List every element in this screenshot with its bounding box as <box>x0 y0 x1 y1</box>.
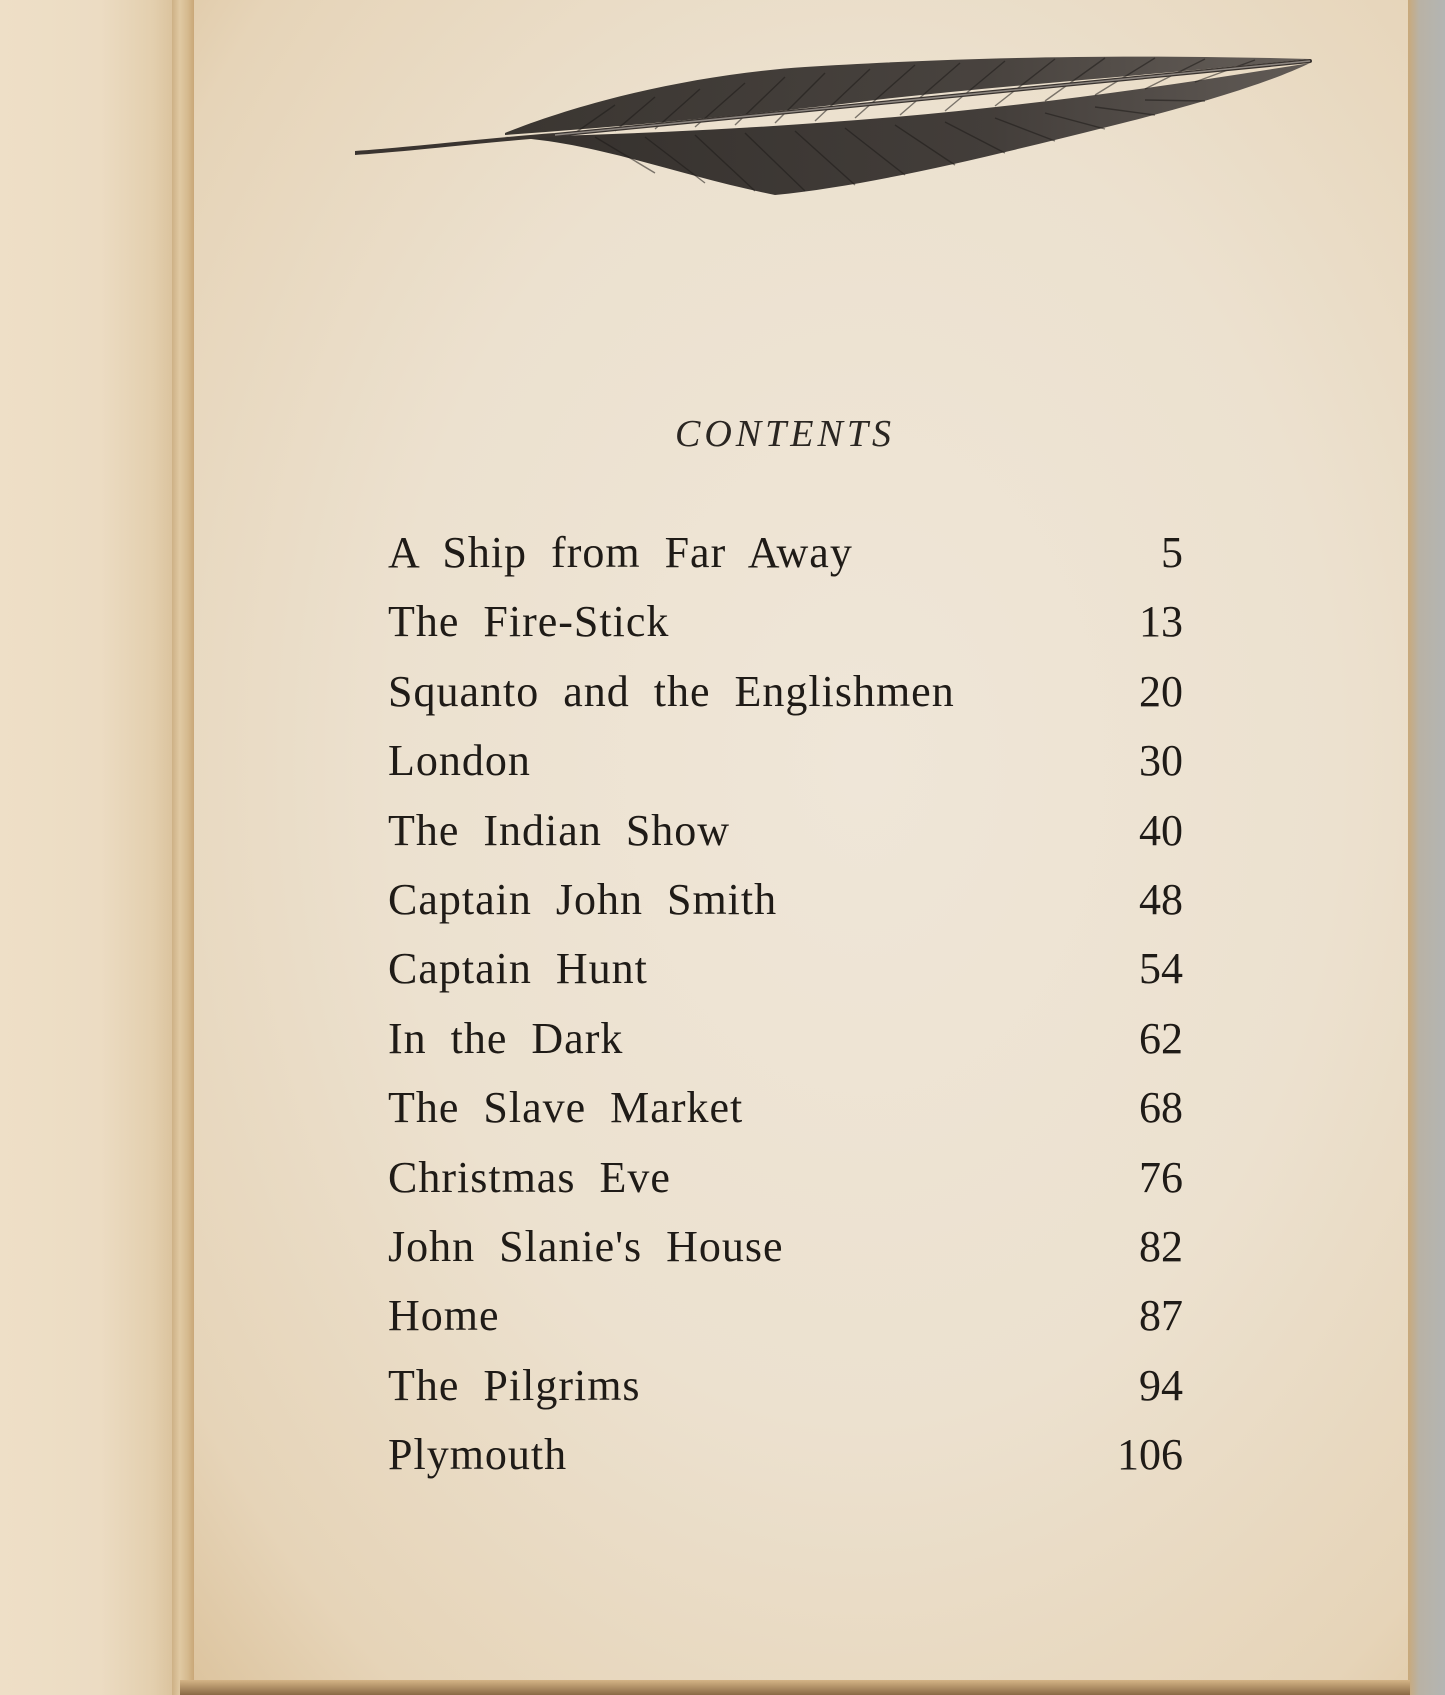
toc-chapter-title: Christmas Eve <box>388 1152 671 1202</box>
toc-row <box>388 1429 1183 1498</box>
toc-row <box>388 943 1183 1012</box>
toc-page-number: 87 <box>1139 1291 1183 1341</box>
toc-chapter-title: Plymouth <box>388 1430 568 1480</box>
toc-page-number: 106 <box>1117 1430 1183 1480</box>
table-of-contents <box>388 527 1183 1498</box>
left-page <box>0 0 180 1695</box>
toc-page-number: 13 <box>1139 597 1183 647</box>
toc-row <box>388 735 1183 804</box>
toc-chapter-title: The Indian Show <box>388 805 731 855</box>
toc-row <box>388 1360 1183 1429</box>
toc-page-number: 5 <box>1161 528 1183 577</box>
toc-chapter-title: The Slave Market <box>388 1083 744 1133</box>
toc-chapter-title: In the Dark <box>388 1013 624 1063</box>
toc-chapter-title: A Ship from Far Away <box>388 528 853 577</box>
toc-row <box>388 1221 1183 1290</box>
toc-page-number: 94 <box>1139 1360 1183 1410</box>
feather-icon <box>355 45 1315 215</box>
page-edge <box>1408 0 1445 1695</box>
toc-row <box>388 805 1183 874</box>
toc-chapter-title: Captain Hunt <box>388 944 648 994</box>
toc-page-number: 40 <box>1139 805 1183 855</box>
book-gutter <box>172 0 194 1695</box>
toc-page-number: 76 <box>1139 1152 1183 1202</box>
toc-page-number: 62 <box>1139 1013 1183 1063</box>
toc-row <box>388 596 1183 665</box>
toc-page-number: 68 <box>1139 1083 1183 1133</box>
toc-chapter-title: Captain John Smith <box>388 874 778 924</box>
toc-chapter-title: Squanto and the Englishmen <box>388 666 955 716</box>
toc-row <box>388 1082 1183 1151</box>
toc-chapter-title: Home <box>388 1291 500 1341</box>
toc-chapter-title: The Fire-Stick <box>388 597 670 647</box>
toc-row <box>388 874 1183 943</box>
toc-row <box>388 1152 1183 1221</box>
book-bottom-edge <box>180 1680 1410 1695</box>
toc-row <box>388 1013 1183 1082</box>
toc-chapter-title: The Pilgrims <box>388 1360 641 1410</box>
toc-chapter-title: John Slanie's House <box>388 1221 784 1271</box>
toc-page-number: 48 <box>1139 874 1183 924</box>
toc-chapter-title: London <box>388 736 531 786</box>
toc-row <box>388 527 1183 596</box>
page-title: CONTENTS <box>675 413 895 455</box>
toc-page-number: 54 <box>1139 944 1183 994</box>
toc-page-number: 20 <box>1139 666 1183 716</box>
toc-row <box>388 666 1183 735</box>
toc-page-number: 82 <box>1139 1221 1183 1271</box>
toc-row <box>388 1290 1183 1359</box>
toc-page-number: 30 <box>1139 736 1183 786</box>
